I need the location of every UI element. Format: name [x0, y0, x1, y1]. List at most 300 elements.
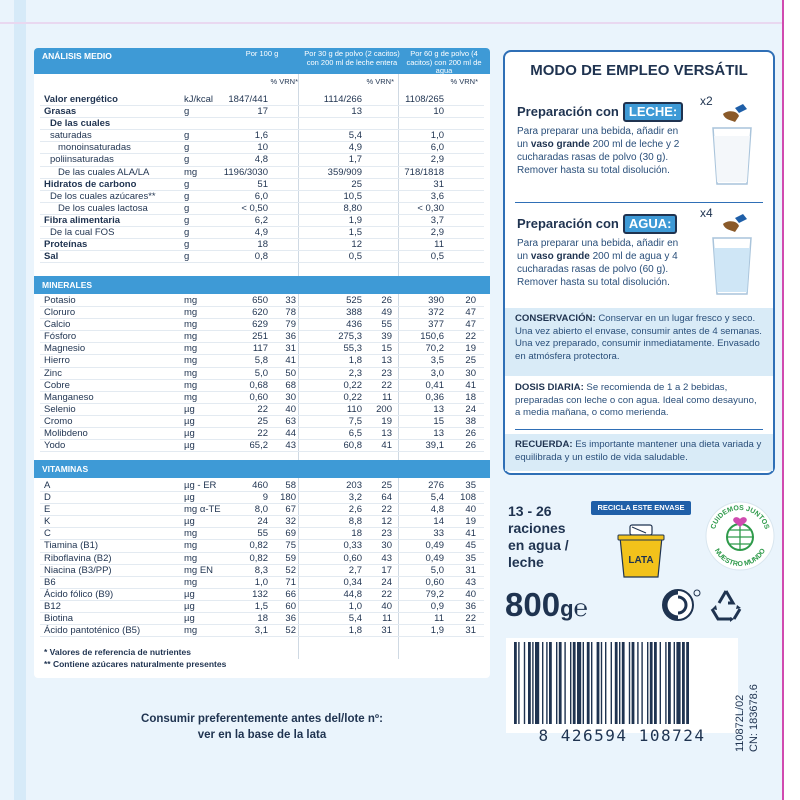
- unit-cell: mg: [184, 307, 198, 319]
- table-row: [34, 528, 490, 540]
- value-per-30g: 25: [351, 178, 362, 190]
- lata-label: LATA: [628, 555, 654, 566]
- value-per-30g: 1,8: [348, 625, 362, 637]
- value-per-30g: 4,9: [348, 142, 362, 154]
- vrn-per-30g: 22: [381, 588, 392, 600]
- vrn-per-30g: 23: [381, 367, 392, 379]
- unit-cell: µg: [184, 492, 195, 504]
- cuidemos-top-text: CUIDEMOS JUNTOS: [710, 504, 770, 531]
- value-per-30g: 2,7: [348, 564, 362, 576]
- unit-cell: mg: [184, 331, 198, 343]
- table-row: [34, 492, 490, 504]
- value-per-60g: 2,9: [430, 227, 444, 239]
- value-per-60g: 3,7: [430, 214, 444, 226]
- barcode-bar: [518, 642, 519, 724]
- table-row: [34, 355, 490, 367]
- vrn-per-30g: 200: [376, 403, 392, 415]
- barcode-bar: [615, 642, 618, 724]
- table-row: [34, 625, 490, 637]
- unit-cell: g: [184, 214, 190, 226]
- value-per-60g: 11: [434, 239, 444, 251]
- value-per-30g: 0,33: [343, 540, 362, 552]
- value-per-100g: 251: [252, 331, 268, 343]
- value-per-60g: 15: [433, 415, 444, 427]
- vrn-per-100g: 75: [285, 540, 296, 552]
- green-dot-icon: [660, 587, 702, 623]
- vrn-per-30g: 26: [381, 295, 392, 306]
- nutrient-name: Fibra alimentaria: [44, 214, 121, 226]
- recuerda-text: Es importante mantener una dieta variada y equilibrada y un estilo de vida saludable.: [515, 439, 762, 463]
- leche-badge: LECHE:: [623, 102, 683, 122]
- unit-cell: g: [184, 154, 190, 166]
- value-per-100g: 1,6: [254, 130, 268, 142]
- table-row: [34, 343, 490, 355]
- nutrient-name: Grasas: [44, 106, 77, 118]
- value-per-100g: 3,1: [254, 625, 268, 637]
- barcode-bar: [637, 642, 638, 724]
- vrn-per-30g: 39: [381, 331, 392, 343]
- value-per-100g: 10: [257, 142, 268, 154]
- vrn-per-60g: 45: [465, 540, 476, 552]
- barcode-bar: [549, 642, 552, 724]
- barcode-bar: [660, 642, 661, 724]
- vrn-per-30g: 30: [381, 540, 392, 552]
- prep-leche-text-a: Para preparar una bebida, añadir en un: [517, 126, 679, 150]
- dosis-block: [505, 377, 773, 431]
- table-row: [34, 428, 490, 440]
- value-per-30g: 0,22: [343, 379, 362, 391]
- vrn-per-60g: 35: [465, 552, 476, 564]
- value-per-30g: 1,8: [348, 355, 362, 367]
- barcode-bar: [564, 642, 565, 724]
- value-per-100g: 1847/441: [228, 94, 268, 105]
- vrn-per-30g: 11: [382, 613, 392, 625]
- value-per-30g: 110: [346, 403, 362, 415]
- value-per-60g: 276: [428, 480, 444, 491]
- consumir-line-1: Consumir preferentemente antes del/lote nº:: [141, 713, 383, 725]
- nutrient-name: De las cuales: [50, 118, 111, 130]
- vrn-per-100g: 59: [285, 552, 296, 564]
- barcode-bar: [556, 642, 557, 724]
- table-row: [34, 94, 490, 106]
- nutrient-name: De los cuales azúcares**: [50, 190, 156, 202]
- prep-leche-text-c: 200 ml de leche y 2 cucharadas rasas de polvo (30 g). Remover hasta su total disolución.: [517, 139, 680, 176]
- table-row: [34, 404, 490, 416]
- background-stripe-right: [782, 0, 800, 800]
- table-row: [34, 227, 490, 239]
- value-per-100g: 1,5: [254, 600, 268, 612]
- value-per-60g: 3,6: [430, 190, 444, 202]
- vrn-per-100g: 68: [285, 379, 296, 391]
- value-per-30g: 2,6: [348, 504, 362, 516]
- vrn-per-100g: 79: [285, 319, 296, 331]
- value-per-60g: 13: [433, 403, 444, 415]
- unit-cell: µg: [184, 516, 195, 528]
- value-per-100g: 22: [257, 428, 268, 440]
- vrn-per-60g: 40: [465, 588, 476, 600]
- yellow-bin-icon: [614, 523, 668, 579]
- vrn-per-30g: 64: [381, 492, 392, 504]
- value-per-100g: 55: [257, 528, 268, 540]
- nutrient-name: Sal: [44, 251, 59, 263]
- recuerda-label: RECUERDA:: [515, 439, 573, 450]
- nutrient-name: Magnesio: [44, 343, 86, 355]
- vrn-per-30g: 40: [381, 600, 392, 612]
- conservacion-block: [505, 308, 773, 376]
- value-per-30g: 1,7: [348, 154, 362, 166]
- prep-agua-text: [517, 237, 692, 289]
- value-per-100g: 17: [257, 106, 268, 118]
- nutrient-name: E: [44, 504, 51, 516]
- value-per-100g: 4,9: [254, 227, 268, 239]
- barcode-bar: [514, 642, 517, 724]
- value-per-100g: 0,68: [249, 379, 268, 391]
- value-per-100g: 18: [257, 239, 268, 251]
- vrn-per-100g: 36: [285, 613, 296, 625]
- table-row: [34, 203, 490, 215]
- value-per-100g: 24: [257, 516, 268, 528]
- consumir-line-2: ver en la base de la lata: [197, 729, 327, 741]
- value-per-60g: 39,1: [425, 440, 444, 452]
- barcode-bar: [532, 642, 533, 724]
- barcode-bar: [535, 642, 539, 724]
- table-row: [34, 416, 490, 428]
- vrn-per-30g: 23: [381, 528, 392, 540]
- per30-heading: Por 30 g de polvo (2 cacitos) con 200 ml de leche entera: [304, 49, 400, 67]
- vrn-per-30g: 43: [381, 552, 392, 564]
- table-row: [34, 191, 490, 203]
- prep-agua-text-b: vaso grande: [530, 251, 590, 262]
- value-per-30g: 388: [346, 307, 362, 319]
- value-per-30g: 203: [346, 480, 362, 491]
- value-per-30g: 0,34: [343, 576, 362, 588]
- value-per-60g: 33: [433, 528, 444, 540]
- value-per-60g: 390: [428, 295, 444, 306]
- barcode-bar: [629, 642, 630, 724]
- value-per-60g: 6,0: [430, 142, 444, 154]
- footnote-azucares: ** Contiene azúcares naturalmente presentes: [44, 659, 227, 669]
- unit-cell: mg: [184, 379, 198, 391]
- value-per-30g: 5,4: [348, 130, 362, 142]
- value-per-100g: 0,82: [249, 552, 268, 564]
- unit-cell: µg: [184, 600, 195, 612]
- barcode-bar: [674, 642, 675, 724]
- value-per-30g: 1114/266: [323, 94, 362, 105]
- vrn-label-100: % VRN*: [270, 77, 298, 86]
- background-top-line: [0, 22, 800, 24]
- vitamin-rows: [34, 480, 490, 637]
- value-per-60g: 0,9: [430, 600, 444, 612]
- nutrient-name: B6: [44, 576, 56, 588]
- vrn-per-60g: 36: [465, 600, 476, 612]
- value-per-60g: 79,2: [425, 588, 444, 600]
- value-per-60g: 31: [433, 178, 444, 190]
- separator: [515, 202, 763, 203]
- nutrient-name: D: [44, 492, 51, 504]
- net-weight: [505, 585, 588, 629]
- barcode: [506, 638, 738, 733]
- nutrient-name: Niacina (B3/PP): [44, 564, 112, 576]
- vrn-per-60g: 26: [465, 428, 476, 440]
- unit-cell: µg: [184, 415, 195, 427]
- value-per-100g: < 0,50: [241, 202, 268, 214]
- raciones-line-1: 13 - 26: [508, 503, 552, 519]
- value-per-100g: 6,2: [254, 214, 268, 226]
- vrn-per-100g: 69: [285, 528, 296, 540]
- value-per-30g: 5,4: [348, 613, 362, 625]
- value-per-30g: 18: [351, 528, 362, 540]
- vrn-per-30g: 49: [381, 307, 392, 319]
- barcode-bar: [650, 642, 653, 724]
- value-per-100g: 5,0: [254, 367, 268, 379]
- analisis-heading: ANÁLISIS MEDIO: [42, 51, 112, 61]
- value-per-100g: 0,8: [254, 251, 268, 263]
- unit-cell: g: [184, 202, 190, 214]
- value-per-30g: 0,60: [343, 552, 362, 564]
- value-per-30g: 6,5: [348, 428, 362, 440]
- table-row: [34, 577, 490, 589]
- table-row: [34, 504, 490, 516]
- vrn-per-30g: 11: [382, 391, 392, 403]
- prep-agua-label: Preparación con: [517, 216, 619, 231]
- unit-cell: g: [184, 142, 190, 154]
- per100-heading: Por 100 g: [245, 49, 279, 58]
- agua-multiplier: x4: [700, 206, 713, 220]
- barcode-bar: [573, 642, 576, 724]
- value-per-100g: 650: [252, 295, 268, 306]
- vrn-per-60g: 26: [465, 440, 476, 452]
- table-row: [34, 540, 490, 552]
- vrn-label-60: % VRN*: [450, 77, 478, 86]
- value-per-30g: 1,9: [348, 214, 362, 226]
- barcode-bar: [619, 642, 620, 724]
- value-per-30g: 8,80: [343, 202, 362, 214]
- value-per-30g: 525: [346, 295, 362, 306]
- raciones-line-2: raciones: [508, 520, 566, 536]
- barcode-bar: [632, 642, 635, 724]
- unit-cell: mg: [184, 391, 198, 403]
- vrn-per-100g: 52: [285, 625, 296, 637]
- nutrient-name: Tiamina (B1): [44, 540, 99, 552]
- vrn-per-100g: 58: [285, 480, 296, 491]
- value-per-100g: 65,2: [249, 440, 268, 452]
- value-per-30g: 436: [346, 319, 362, 331]
- mineral-rows: [34, 295, 490, 452]
- value-per-100g: 620: [252, 307, 268, 319]
- value-per-60g: 377: [428, 319, 444, 331]
- table-row: [34, 480, 490, 492]
- conservacion-text: Conservar en un lugar fresco y seco. Una vez abierto el envase, consumir antes de 4 semanas. Una vez preparado, consumir inmediatamente. Envasado en atmósfera protectora.: [515, 313, 762, 362]
- barcode-bar: [546, 642, 547, 724]
- nutrient-name: Zinc: [44, 367, 62, 379]
- dosis-label: DOSIS DIARIA:: [515, 382, 584, 393]
- unit-cell: µg: [184, 588, 195, 600]
- vrn-per-30g: 13: [381, 428, 392, 440]
- barcode-bar: [665, 642, 666, 724]
- table-row: [34, 130, 490, 142]
- separator: [515, 429, 763, 430]
- value-per-100g: 5,8: [254, 355, 268, 367]
- vrn-per-100g: 67: [285, 504, 296, 516]
- table-row: [34, 565, 490, 577]
- value-per-30g: 1,0: [348, 600, 362, 612]
- vrn-per-30g: 24: [381, 576, 392, 588]
- unit-cell: g: [184, 130, 190, 142]
- barcode-bar: [647, 642, 648, 724]
- value-per-60g: 0,5: [430, 251, 444, 263]
- barcode-bar: [686, 642, 689, 724]
- table-row: [34, 295, 490, 307]
- macronutrient-rows: [34, 94, 490, 263]
- value-per-60g: 3,5: [430, 355, 444, 367]
- cuidemos-juntos-seal: [704, 500, 776, 572]
- footnote-vrn: * Valores de referencia de nutrientes: [44, 647, 191, 657]
- unit-cell: µg: [184, 403, 195, 415]
- barcode-bar: [577, 642, 581, 724]
- weight-value: 800: [505, 586, 561, 623]
- value-per-60g: 11: [434, 613, 444, 625]
- barcode-bar: [528, 642, 531, 724]
- per60-heading: Por 60 g de polvo (4 cacitos) con 200 ml de agua: [406, 49, 482, 75]
- vrn-per-60g: 22: [465, 613, 476, 625]
- nutrient-name: Fósforo: [44, 331, 77, 343]
- table-row: [34, 392, 490, 404]
- unit-cell: mg: [184, 355, 198, 367]
- vrn-per-30g: 31: [381, 625, 392, 637]
- value-per-60g: 1108/265: [405, 94, 444, 105]
- barcode-bar: [524, 642, 525, 724]
- unit-cell: mg: [184, 552, 198, 564]
- unit-cell: mg α-TE: [184, 504, 221, 516]
- value-per-60g: 372: [428, 307, 444, 319]
- value-per-100g: 132: [252, 588, 268, 600]
- minerales-heading: MINERALES: [34, 276, 490, 294]
- vrn-per-60g: 40: [465, 504, 476, 516]
- barcode-bar: [668, 642, 671, 724]
- nutrient-name: Manganeso: [44, 391, 94, 403]
- value-per-30g: 44,8: [343, 588, 362, 600]
- modo-title: MODO DE EMPLEO VERSÁTIL: [530, 62, 748, 79]
- value-per-60g: < 0,30: [417, 202, 444, 214]
- table-row: [34, 142, 490, 154]
- value-per-30g: 0,5: [348, 251, 362, 263]
- barcode-bar: [605, 642, 606, 724]
- vrn-per-60g: 22: [465, 331, 476, 343]
- vrn-label-30: % VRN*: [366, 77, 394, 86]
- vrn-per-60g: 35: [465, 480, 476, 491]
- vertical-codes: [734, 640, 774, 760]
- vrn-per-100g: 50: [285, 367, 296, 379]
- unit-cell: g: [184, 106, 190, 118]
- value-per-100g: 25: [257, 415, 268, 427]
- water-glass-icon: [701, 212, 765, 296]
- table-row: [34, 239, 490, 251]
- unit-cell: mg: [184, 343, 198, 355]
- nutrient-name: poliinsaturadas: [50, 154, 114, 166]
- value-per-30g: 2,3: [348, 367, 362, 379]
- barcode-bar: [622, 642, 625, 724]
- vrn-per-100g: 44: [285, 428, 296, 440]
- conservacion-label: CONSERVACIÓN:: [515, 313, 596, 324]
- table-row: [34, 516, 490, 528]
- barcode-bar: [601, 642, 602, 724]
- vrn-per-60g: 43: [465, 576, 476, 588]
- vrn-per-30g: 22: [381, 379, 392, 391]
- vrn-per-30g: 19: [381, 415, 392, 427]
- unit-cell: g: [184, 239, 190, 251]
- value-per-30g: 1,5: [348, 227, 362, 239]
- value-per-30g: 275,3: [338, 331, 362, 343]
- value-per-100g: 1196/3030: [223, 166, 268, 178]
- table-row: [34, 319, 490, 331]
- row-divider: [40, 636, 484, 637]
- estimate-sign: ℮: [573, 595, 588, 622]
- barcode-bar: [559, 642, 562, 724]
- table-row: [34, 553, 490, 565]
- unit-cell: mg: [184, 528, 198, 540]
- leche-multiplier: x2: [700, 94, 713, 108]
- value-per-60g: 718/1818: [404, 166, 444, 178]
- unit-cell: mg: [184, 367, 198, 379]
- value-per-100g: 0,82: [249, 540, 268, 552]
- value-per-100g: 51: [257, 178, 268, 190]
- vrn-per-30g: 55: [381, 319, 392, 331]
- barcode-bar: [654, 642, 657, 724]
- value-per-60g: 5,4: [430, 492, 444, 504]
- value-per-60g: 0,41: [425, 379, 444, 391]
- table-row: [34, 601, 490, 613]
- value-per-30g: 55,3: [343, 343, 362, 355]
- value-per-30g: 12: [351, 239, 362, 251]
- vrn-per-30g: 17: [381, 564, 392, 576]
- modo-de-empleo-panel: [503, 50, 775, 475]
- vrn-per-60g: 108: [460, 492, 476, 504]
- nutrient-name: Cloruro: [44, 307, 76, 319]
- value-per-60g: 150,6: [420, 331, 444, 343]
- barcode-bar: [570, 642, 571, 724]
- nutrient-name: K: [44, 516, 51, 528]
- barcode-bar: [591, 642, 592, 724]
- table-row: [34, 331, 490, 343]
- value-per-100g: 1,0: [254, 576, 268, 588]
- value-per-100g: 8,3: [254, 564, 268, 576]
- value-per-30g: 60,8: [343, 440, 362, 452]
- vrn-per-60g: 47: [465, 319, 476, 331]
- nutrient-name: Potasio: [44, 295, 76, 306]
- vrn-per-100g: 32: [285, 516, 296, 528]
- vrn-per-60g: 47: [465, 307, 476, 319]
- vrn-per-100g: 52: [285, 564, 296, 576]
- table-row: [34, 167, 490, 179]
- unit-cell: kJ/kcal: [184, 94, 214, 105]
- cuidemos-bottom-text: NUESTRO MUNDO: [712, 547, 768, 569]
- vrn-per-100g: 60: [285, 600, 296, 612]
- vrn-per-60g: 41: [465, 528, 476, 540]
- vrn-per-100g: 78: [285, 307, 296, 319]
- vrn-per-30g: 15: [381, 343, 392, 355]
- recicla-label: RECICLA ESTE ENVASE: [591, 501, 691, 515]
- vrn-per-60g: 30: [465, 367, 476, 379]
- nutrient-name: Biotina: [44, 613, 74, 625]
- vrn-per-100g: 41: [285, 355, 296, 367]
- value-per-60g: 10: [433, 106, 444, 118]
- dosis-text: Se recomienda de 1 a 2 bebidas, preparadas con leche o con agua. Ideal como desayuno, a media mañana, o como merienda.: [515, 382, 757, 419]
- vrn-per-30g: 22: [381, 504, 392, 516]
- barcode-bar: [597, 642, 600, 724]
- nutrient-name: De la cual FOS: [50, 227, 115, 239]
- table-row: [34, 380, 490, 392]
- value-per-60g: 0,49: [425, 540, 444, 552]
